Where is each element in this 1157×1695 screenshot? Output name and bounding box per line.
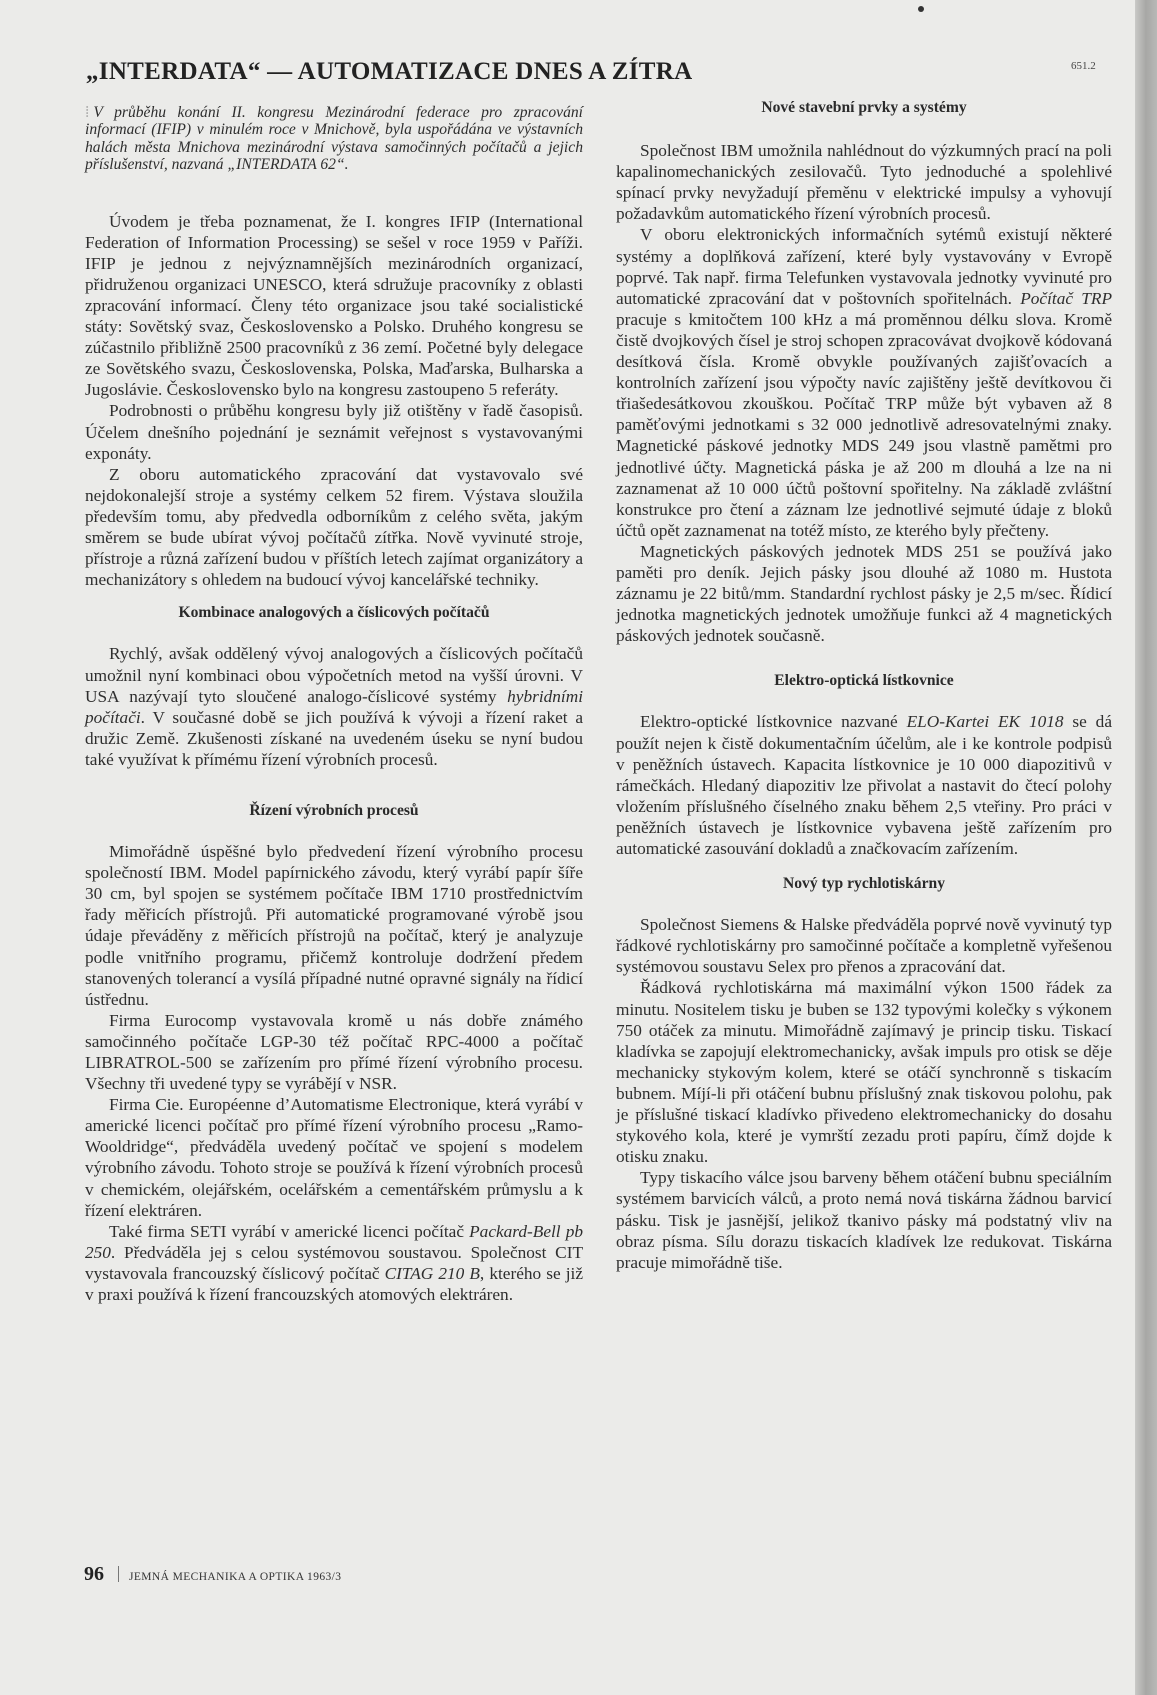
article-title: „INTERDATA“ — AUTOMATIZACE DNES A ZÍTRA bbox=[86, 58, 693, 85]
right-column bbox=[616, 97, 1112, 1273]
section-heading-card-index: Elektro-optická lístkovnice bbox=[774, 672, 954, 690]
left-column bbox=[85, 80, 583, 1305]
emphasis: ELO-Kartei EK 1018 bbox=[906, 712, 1064, 732]
section-heading-components: Nové stavební prvky a systémy bbox=[761, 99, 967, 116]
section-heading-hybrid: Kombinace analogových a číslicových počítačů bbox=[178, 604, 490, 622]
page-footer bbox=[84, 1563, 341, 1586]
page-binding-shadow bbox=[1135, 0, 1157, 1695]
paragraph: Mimořádně úspěšné bylo předvedení řízení výrobního procesu společností IBM. Model papírnického závodu, který vyrábí papír šíře 30 cm, byl spojen se systémem počítače IBM 1710 prostřednictvím řady měřicích přístrojů. Při automatické programované výrobě jsou údaje převáděny z měřicích přístrojů na počítač, který je analyzuje podle vnitřního programu, přičemž kontroluje dodržení předem stanovených tolerancí a vysílá případné nutné opravné signály na řídicí ústřednu. bbox=[85, 842, 583, 1009]
print-speck bbox=[918, 6, 924, 12]
emphasis: Packard-Bell pb 250 bbox=[85, 1221, 583, 1262]
paragraph: Úvodem je třeba poznamenat, že I. kongres IFIP (International Federation of Information Processing) se sešel v roce 1959 v Paříži. IFIP je jednou z nejvýznamnějších mezinárodních organizací, přidruženou organizaci UNESCO, která sdružuje pracovníky z oblasti zpracování informací. Členy této organizace jsou také socialistické státy: Sovětský svaz, Československo a Polsko. Druhého kongresu se zúčastnilo přibližně 2500 pracovníků z 36 zemí. Početné byly delegace ze Sovětského svazu, Československa, Polska, Maďarska, Bulharska a Jugoslávie. Československo bylo na kongresu zastoupeno 5 referáty. bbox=[85, 211, 583, 400]
emphasis: Počítač TRP bbox=[1020, 288, 1113, 308]
section-heading-process-control: Řízení výrobních procesů bbox=[249, 801, 419, 819]
paragraph: Firma Cie. Européenne d’Automatisme Electronique, která vyrábí v americké licenci počítač pro přímé řízení výrobního procesu „Ramo-Wooldridge“, předváděla uvedený počítač ve spojení s modelem výrobního závodu. Tohoto stroje se používá k řízení výrobních procesů v chemickém, olejářském, ocelářském a cementářském průmyslu a k řízení elektráren. bbox=[85, 1095, 583, 1220]
paragraph: Magnetických páskových jednotek MDS 251 se používá jako paměti pro deník. Jejich pásky jsou dlouhé až 1080 m. Hustota záznamu je 22 bitů/mm. Standardní rychlost pásky je 2,5 m/sec. Řídicí jednotka magnetických jednotek umožňuje funkci až 4 magnetických páskových jednotek současně. bbox=[616, 541, 1112, 646]
emphasis: hybridními počítači bbox=[85, 686, 583, 727]
emphasis: CITAG 210 B bbox=[384, 1263, 480, 1283]
paragraph: Firma Eurocomp vystavovala kromě u nás dobře známého samočinného počítače LGP-30 též počítač RPC-4000 a počítač LIBRATROL-500 se zařízením pro přímé řízení výrobního procesu. Všechny tři uvedené typy se vyrábějí v NSR. bbox=[85, 1010, 583, 1094]
paragraph: Také firma SETI vyrábí v americké licenci počítač Packard-Bell pb 250. Předváděla jej s celou systémovou soustavou. Společnost CIT vystavovala francouzský číslicový počítač CITAG 210 B, kterého se již v praxi používá k řízení francouzských atomových elektráren. bbox=[85, 1221, 583, 1305]
article-lead: ⁞ V průběhu konání II. kongresu Mezinárodní federace pro zpracování informací (IFIP) v minulém roce v Mnichově, byla uspořádána ve výstavních halách města Mnichova mezinárodní výstava samočinných počítačů a jejich příslušenství, nazvaná „INTERDATA 62“. bbox=[85, 104, 583, 174]
paragraph: Řádková rychlotiskárna má maximální výkon 1500 řádek za minutu. Nositelem tisku je buben se 132 typovými kolečky s výkonem 750 otáček za minutu. Mimořádně zajímavý je princip tisku. Tiskací kladívka se zapojují elektromechanicky, avšak impuls pro otisk se děje mechanicky stykovým kolem, které se otáčí synchronně s tiskacím bubnem. Míjí-li při otáčení bubnu příslušný znak tiskovou polohu, pak je příslušné tiskací kladívko přivedeno elektromechanicky do dosahu stykového kola, které je vymrští zezadu proti papíru, čímž dojde k otisku znaku. bbox=[616, 978, 1112, 1167]
udc-classification: 651.2 bbox=[1071, 60, 1096, 72]
paragraph: Společnost Siemens & Halske předváděla poprvé nově vyvinutý typ řádkové rychlotiskárny pro samočinné počítače a kompletně vyřešenou systémovou soustavu Selex pro přenos a zpracování dat. bbox=[616, 915, 1112, 977]
journal-name: JEMNÁ MECHANIKA A OPTIKA 1963/3 bbox=[129, 1571, 342, 1583]
paragraph: Podrobnosti o průběhu kongresu byly již otištěny v řadě časopisů. Účelem dnešního pojednání je seznámit veřejnost s vystavovanými exponáty. bbox=[85, 401, 583, 463]
margin-mark-icon: ⁞ bbox=[85, 104, 90, 121]
paragraph: Z oboru automatického zpracování dat vystavovalo své nejdokonalejší stroje a systémy celkem 52 firem. Výstava sloužila především tomu, aby předvedla odborníkům z celého světa, jakým směrem se bude ubírat vývoj počítačů zítřka. Nově vyvinuté stroje, přístroje a různá zařízení budou v příštích letech zajímat organizátory a mechanizátory s ohledem na budoucí vývoj kancelářské techniky. bbox=[85, 464, 583, 590]
paragraph: Typy tiskacího válce jsou barveny během otáčení bubnu speciálním systémem barvicích válců, a proto nemá nová tiskárna žádnou barvicí pásku. Tisk je jasnější, jelikož tkanivo pásky má podstatný vliv na obraz písma. Sílu dorazu tiskacích kladívek lze redukovat. Tiskárna pracuje mimořádně tiše. bbox=[616, 1168, 1112, 1272]
section-heading-printer: Nový typ rychlotiskárny bbox=[782, 875, 945, 893]
page-number: 96 bbox=[84, 1563, 104, 1585]
paragraph: V oboru elektronických informačních sytémů existují některé systémy a doplňková zařízení, které byly vystavovány v Evropě poprvé. Tak např. firma Telefunken vystavovala jednotky vyvinuté pro automatické zpracování dat v poštovních spořitelnách. Počítač TRP pracuje s kmitočtem 100 kHz a má proměnnou délku slova. Kromě čistě dvojkových čísel je stroj schopen zpracovávat dvojkově kódovaná desítková čísla. Kromě obvykle používaných zajišťovacích a kontrolních zařízení jsou výpočty navíc zajištěny ještě devítkovou či třiašedesátkovou zkouškou. Počítač TRP může být vybaven až 8 paměťovými jednotkami s 32 000 jednotlivě adresovatelnými znaky. Magnetické páskové jednotky MDS 249 jsou vlastně pamětmi pro jednotlivé účty. Magnetická páska je až 200 m dlouhá a lze na ni zaznamenat až 10 000 účtů poštovní spořitelny. Na základě zvláštní konstrukce pro čtení a záznam lze jednotlivé sejmuté údaje z bloků účtů opět zaznamenat na totéž místo, ze kterého byly přečteny. bbox=[616, 225, 1113, 540]
paragraph: Elektro-optické lístkovnice nazvané ELO-Kartei EK 1018 se dá použít nejen k čistě dokumentačním účelům, ale i ke kontrole podpisů v peněžních ústavech. Kapacita lístkovnice je 10 000 diapozitivů v rámečkách. Hledaný diapozitiv lze přivolat a nastavit do čtecí polohy vložením příslušného číselného znaku během 2,5 vteřiny. Pro práci v peněžních ústavech je lístkovnice vybavena ještě zařízením pro automatické zasouvání dokladů a značkovacím zařízením. bbox=[616, 712, 1112, 858]
paragraph: Společnost IBM umožnila nahlédnout do výzkumných prací na poli kapalinomechanických zesilovačů. Tyto jednoduché a spolehlivé spínací prvky nevyžadují přeměnu v elektrické impulsy a vyhovují požadavkům automatického řízení výrobních procesů. bbox=[616, 141, 1112, 224]
footer-divider bbox=[118, 1566, 119, 1582]
paragraph: Rychlý, avšak oddělený vývoj analogových a číslicových počítačů umožnil nyní kombinaci obou výpočetních metod na vyšší úrovni. V USA nazývají tyto sloučené analogo-číslicové systémy hybridními počítači. V současné době se jich používá k vývoji a řízení raket a družic Země. Zkušenosti získané na uvedeném úseku se nyní budou také využívat k přímému řízení výrobních procesů. bbox=[85, 644, 583, 769]
